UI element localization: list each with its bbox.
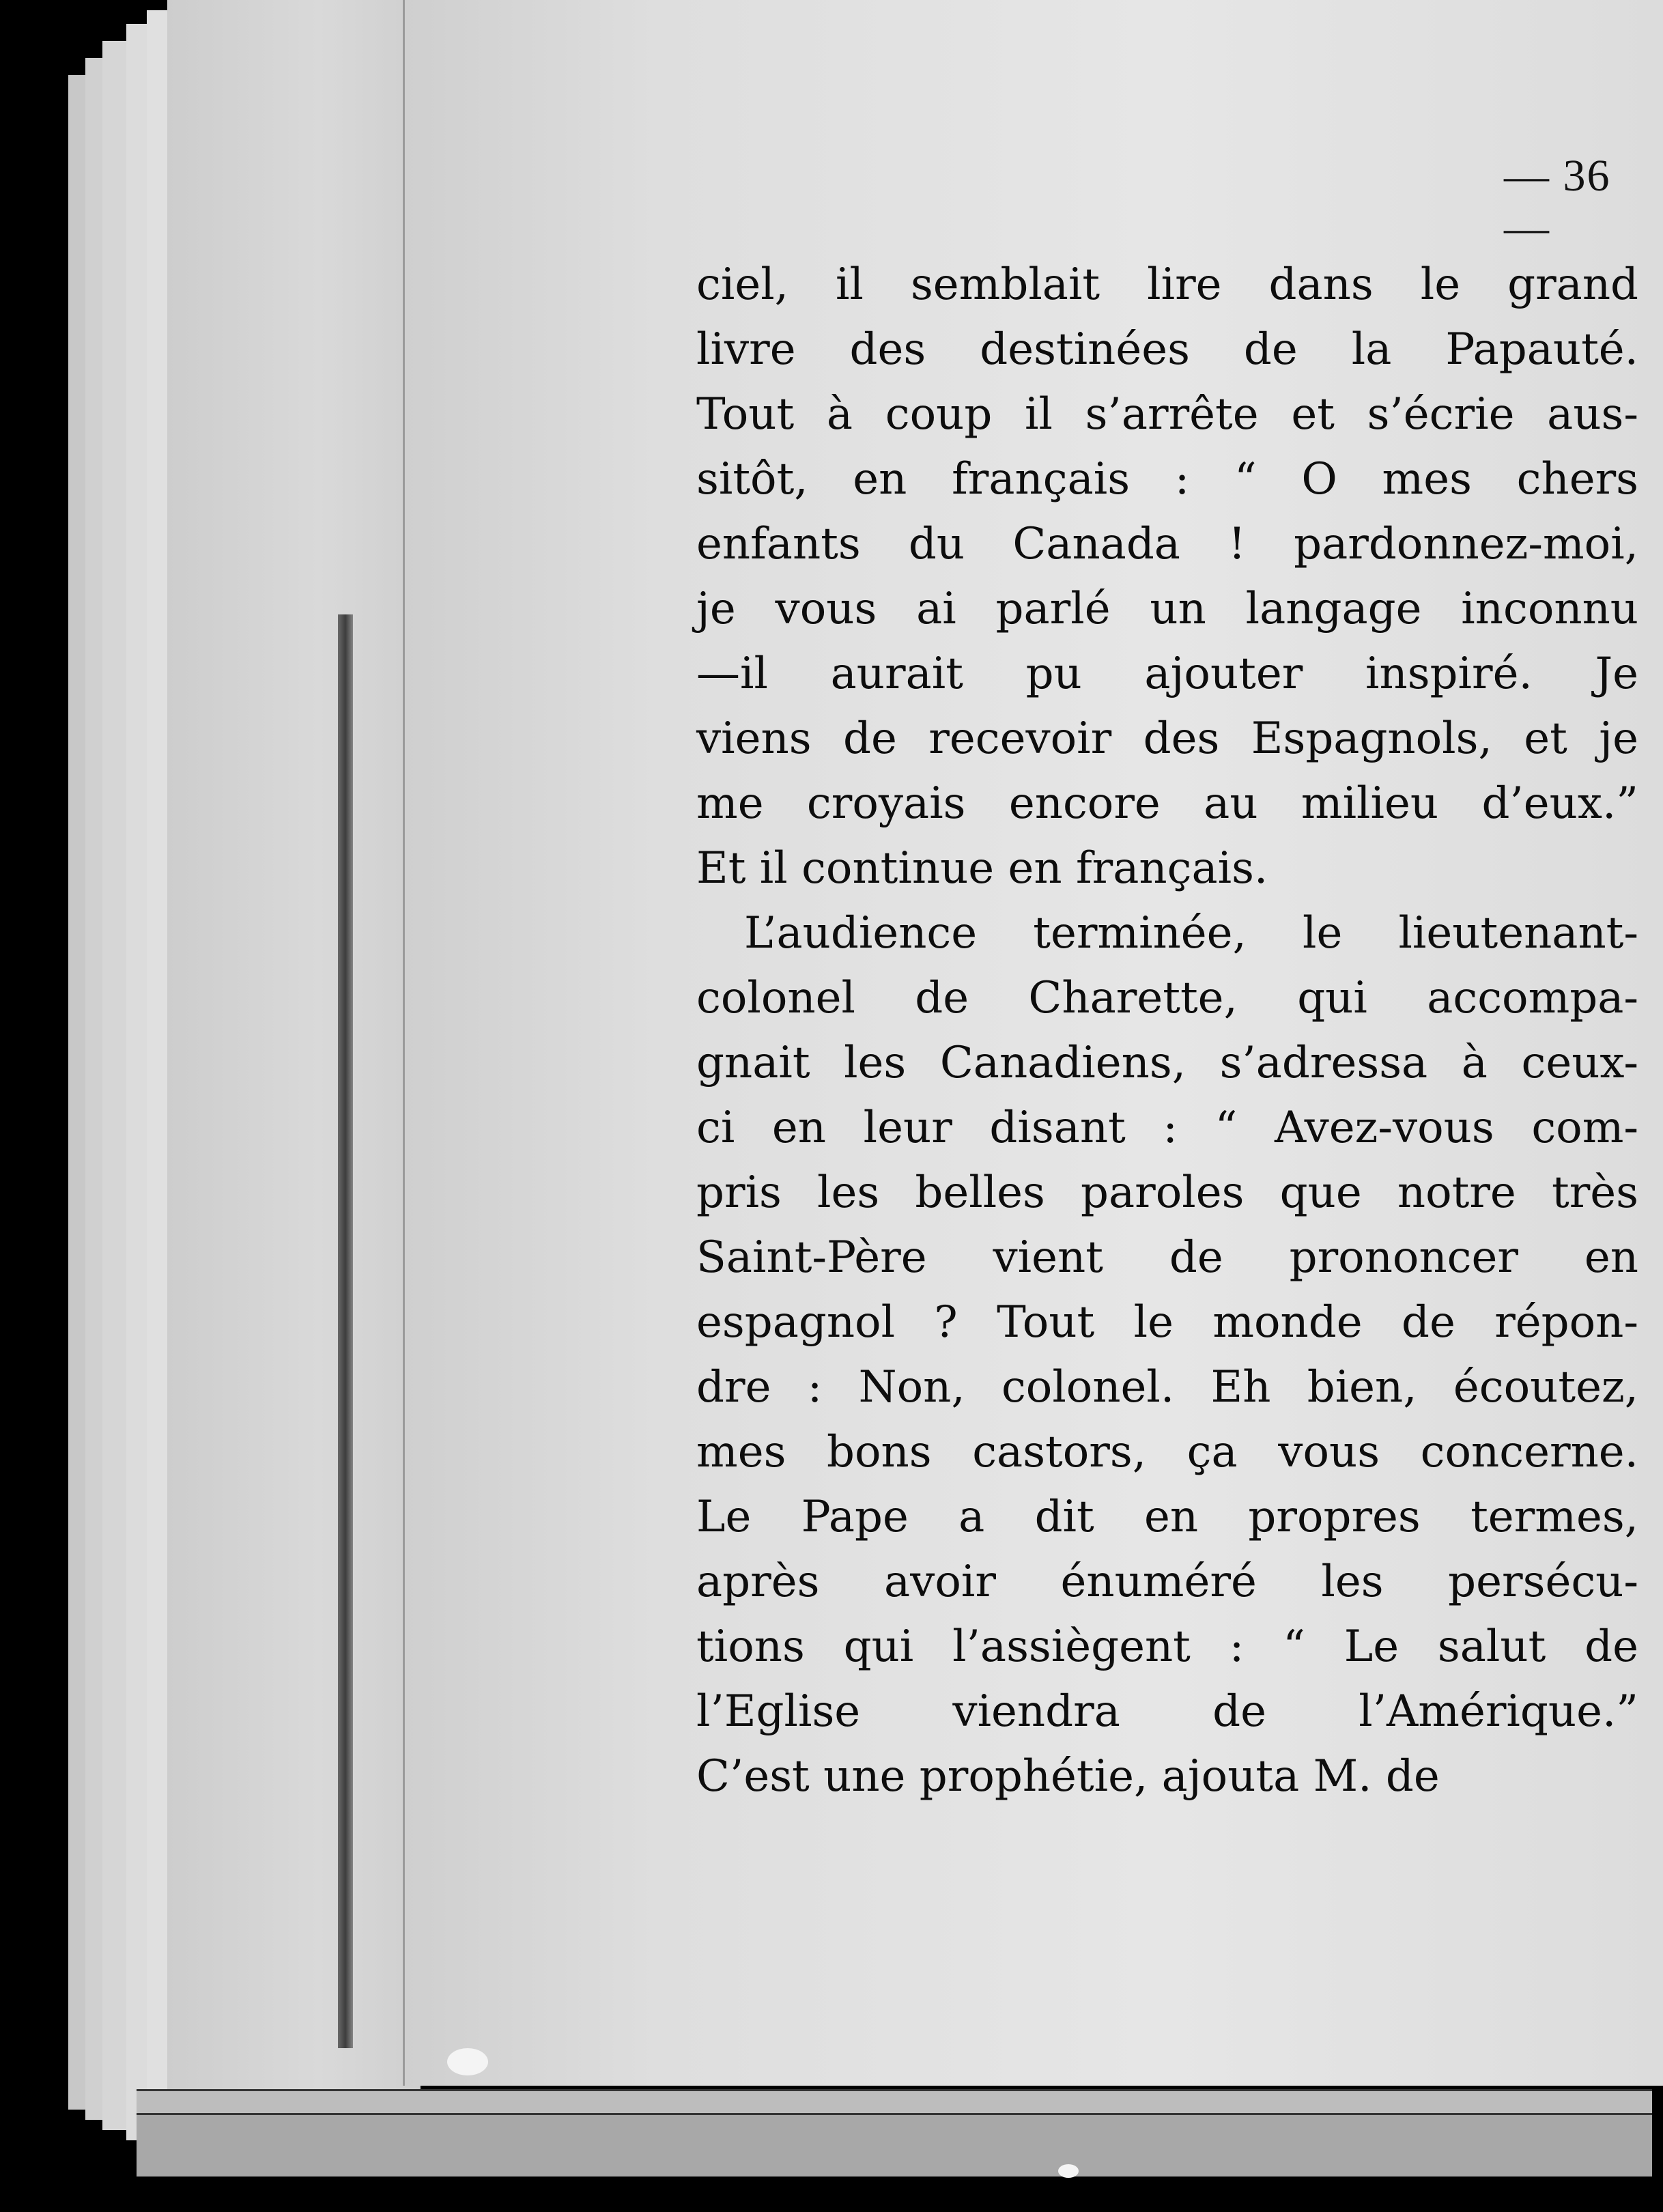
text-line: gnait les Canadiens, s’adressa à ceux-: [696, 1038, 1638, 1088]
text-line: Tout à coup il s’arrête et s’écrie aus-: [696, 389, 1638, 440]
page-number: — 36 —: [1504, 151, 1611, 253]
text-line: ciel, il semblait lire dans le grand: [696, 259, 1638, 310]
text-line: —il aurait pu ajouter inspiré. Je: [696, 649, 1638, 699]
paragraph: [696, 253, 1638, 901]
paper-speck: [1058, 2164, 1079, 2178]
text-line: après avoir énuméré les persécu-: [696, 1557, 1638, 1607]
text-line: Et il continue en français.: [696, 843, 1268, 894]
text-line: mes bons castors, ça vous concerne.: [696, 1427, 1638, 1477]
text-line: pris les belles paroles que notre très: [696, 1167, 1638, 1218]
text-line: C’est une prophétie, ajouta M. de: [696, 1751, 1440, 1802]
text-line: l’Eglise viendra de l’Amérique.”: [696, 1686, 1638, 1737]
text-line: Saint-Père vient de prononcer en: [696, 1232, 1638, 1283]
text-line: dre : Non, colonel. Eh bien, écoutez,: [696, 1362, 1638, 1413]
text-line: colonel de Charette, qui accompa-: [696, 973, 1638, 1023]
text-line: enfants du Canada ! pardonnez-moi,: [696, 519, 1638, 569]
text-line: viens de recevoir des Espagnols, et je: [696, 713, 1638, 764]
previous-page-sliver: [167, 0, 421, 2089]
text-line: me croyais encore au milieu d’eux.”: [696, 778, 1638, 829]
paragraph: [696, 901, 1638, 1809]
text-line: L’audience terminée, le lieutenant-: [744, 908, 1638, 959]
text-line: ci en leur disant : “ Avez-vous com-: [696, 1103, 1638, 1153]
text-line: tions qui l’assiègent : “ Le salut de: [696, 1621, 1638, 1672]
text-line: espagnol ? Tout le monde de répon-: [696, 1297, 1638, 1348]
page-stack-bottom: [137, 2113, 1652, 2176]
paper-speck: [447, 2048, 488, 2075]
text-line: livre des destinées de la Papauté.: [696, 324, 1638, 375]
text-line: sitôt, en français : “ O mes chers: [696, 454, 1638, 505]
text-line: Le Pape a dit en propres termes,: [696, 1492, 1638, 1542]
text-line: je vous ai parlé un langage inconnu: [696, 584, 1638, 634]
body-text: [696, 253, 1638, 1809]
gutter-shadow: [338, 614, 353, 2048]
